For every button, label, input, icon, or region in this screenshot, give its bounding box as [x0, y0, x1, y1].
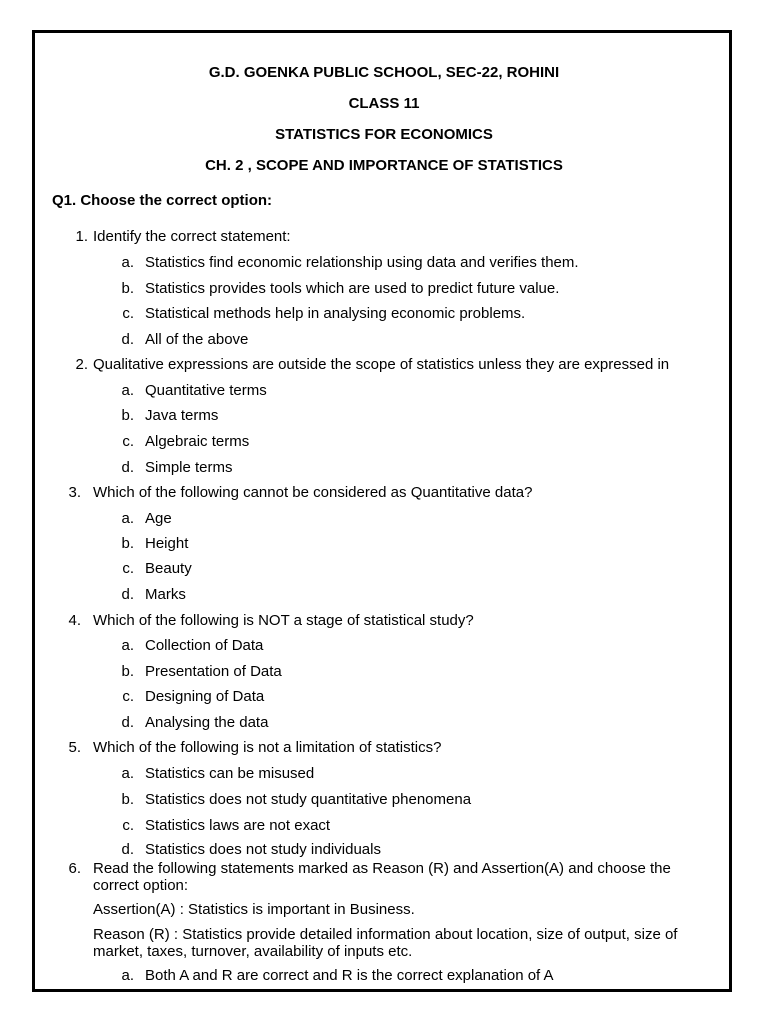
option-label: d.	[121, 714, 134, 731]
option-text: Statistics does not study individuals	[145, 841, 381, 858]
option-text: Statistics can be misused	[145, 765, 315, 782]
option-label: a.	[121, 967, 134, 984]
option-text: Statistics laws are not exact	[145, 817, 331, 834]
option-text: Quantitative terms	[145, 382, 267, 399]
option-text: Height	[145, 535, 189, 552]
option-label: c.	[122, 817, 134, 834]
subject-title: STATISTICS FOR ECONOMICS	[275, 126, 493, 143]
option-label: b.	[121, 407, 134, 424]
option-text: Both A and R are correct and R is the correct explanation of A	[145, 967, 554, 984]
option-text: Statistics find economic relationship using data and verifies them.	[145, 254, 579, 271]
option-label: a.	[121, 254, 134, 271]
option-text: Designing of Data	[145, 688, 265, 705]
option-label: b.	[121, 663, 134, 680]
question-number: 2.	[75, 356, 88, 373]
question-text: Which of the following is NOT a stage of statistical study?	[93, 612, 474, 629]
assertion-text: Assertion(A) : Statistics is important in Business.	[93, 901, 415, 918]
option-label: b.	[121, 280, 134, 297]
option-text: Statistics does not study quantitative phenomena	[145, 791, 472, 808]
option-text: Java terms	[145, 407, 219, 424]
option-label: c.	[122, 433, 134, 450]
option-text: Analysing the data	[145, 714, 269, 731]
option-label: d.	[121, 586, 134, 603]
option-text: All of the above	[145, 331, 249, 348]
school-name: G.D. GOENKA PUBLIC SCHOOL, SEC-22, ROHINI	[208, 64, 560, 81]
option-text: Statistical methods help in analysing economic problems.	[145, 305, 526, 322]
option-label: a.	[121, 637, 134, 654]
option-label: c.	[122, 305, 134, 322]
option-label: a.	[121, 510, 134, 527]
option-label: d.	[121, 331, 134, 348]
option-text: Statistics provides tools which are used to predict future value.	[145, 280, 560, 297]
option-text: Marks	[145, 586, 186, 603]
option-label: c.	[122, 560, 134, 577]
question-text: Qualitative expressions are outside the scope of statistics unless they are expressed in	[93, 356, 670, 373]
option-label: d.	[121, 841, 134, 858]
option-text: Collection of Data	[145, 637, 264, 654]
question-text: Which of the following is not a limitation of statistics?	[93, 739, 442, 756]
option-label: a.	[121, 382, 134, 399]
question-text: Which of the following cannot be considered as Quantitative data?	[93, 484, 533, 501]
question-number: 1.	[75, 228, 88, 245]
option-label: b.	[121, 535, 134, 552]
option-label: c.	[122, 688, 134, 705]
question-number: 5.	[68, 739, 81, 756]
question-text: Identify the correct statement:	[93, 228, 291, 245]
class-title: CLASS 11	[348, 95, 420, 112]
option-text: Algebraic terms	[145, 433, 250, 450]
option-text: Beauty	[145, 560, 192, 577]
option-text: Simple terms	[145, 459, 233, 476]
chapter-title: CH. 2 , SCOPE AND IMPORTANCE OF STATISTICS	[205, 157, 563, 174]
option-text: Presentation of Data	[145, 663, 282, 680]
option-label: a.	[121, 765, 134, 782]
option-text: Age	[145, 510, 172, 527]
question-number: 6.	[68, 860, 81, 877]
option-label: b.	[121, 791, 134, 808]
question-text: Read the following statements marked as Reason (R) and Assertion(A) and choose the correct option:	[93, 860, 671, 894]
section-title: Q1. Choose the correct option:	[52, 192, 273, 209]
option-label: d.	[121, 459, 134, 476]
question-number: 3.	[68, 484, 81, 501]
question-number: 4.	[68, 612, 81, 629]
reason-text: Reason (R) : Statistics provide detailed information about location, size of output, size of market, taxes, turnover, availability of inputs etc.	[93, 926, 678, 960]
